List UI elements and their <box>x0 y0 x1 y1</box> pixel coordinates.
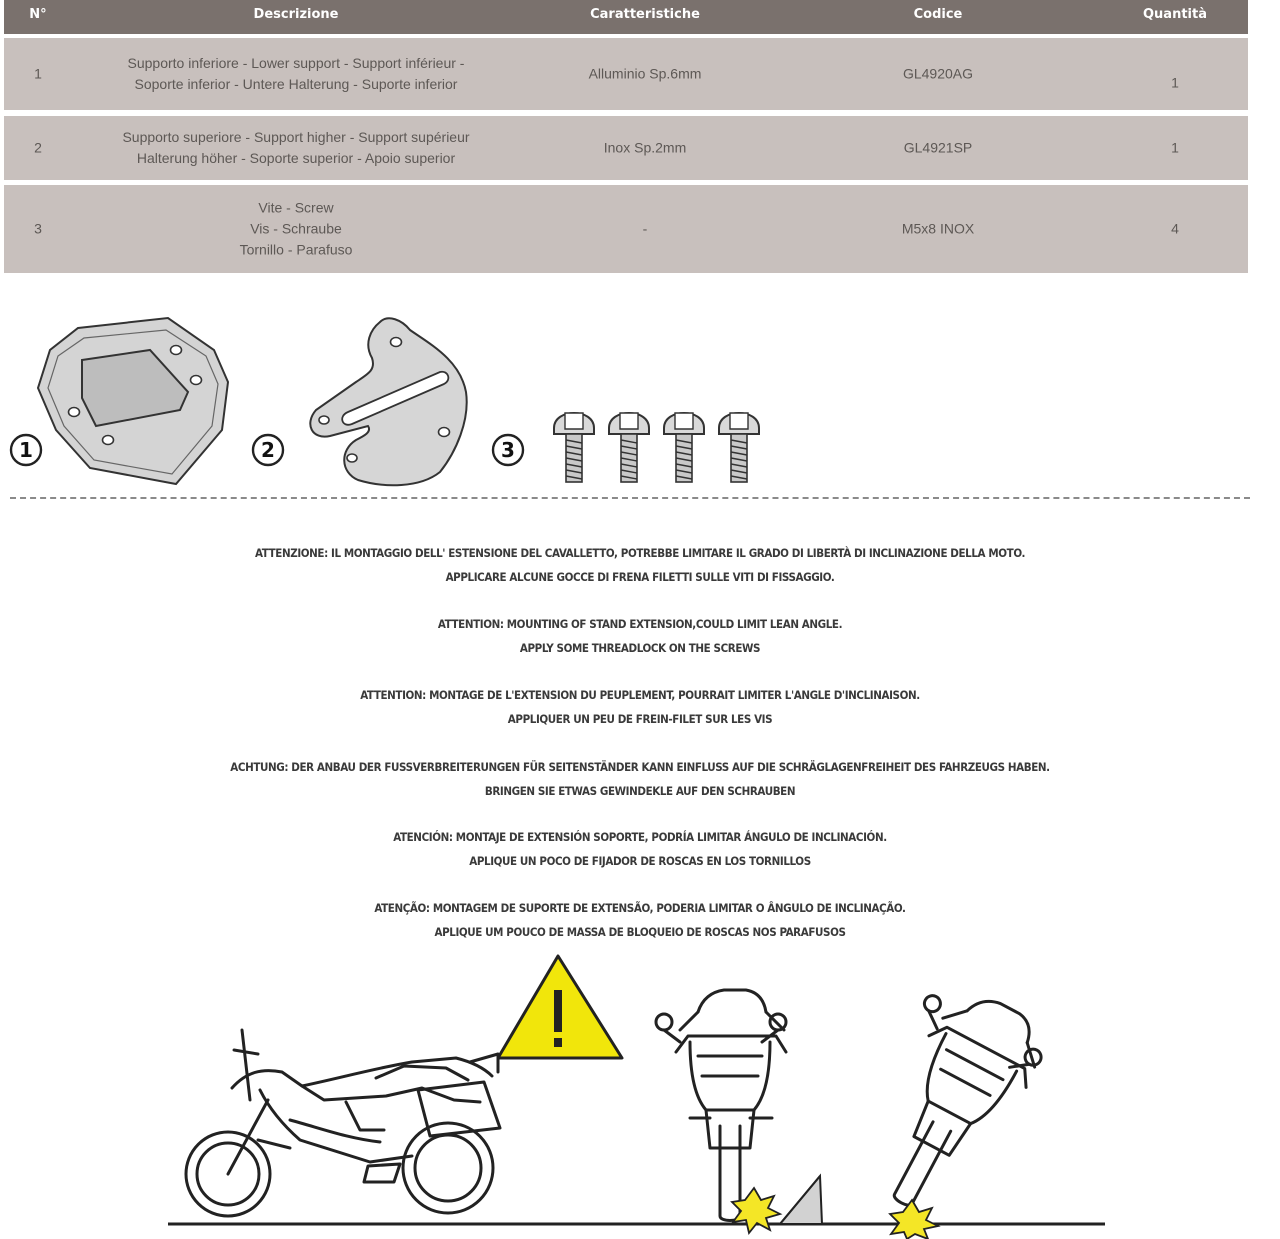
screw-icon <box>609 413 649 482</box>
description-line: Tornillo - Parafuso <box>239 241 353 258</box>
svg-text:2: 2 <box>261 438 275 462</box>
motorcycle-side-view-icon <box>186 1030 500 1216</box>
description-line: Soporte inferior - Untere Halterung - Suporte inferior <box>134 76 458 92</box>
header-description: Descrizione <box>253 7 339 22</box>
row-quantity: 1 <box>1171 74 1179 91</box>
row-description <box>122 127 469 169</box>
description-line: Supporto superiore - Support higher - Support supérieur <box>122 129 470 145</box>
row-quantity: 1 <box>1171 139 1179 156</box>
description-line: Halterung höher - Soporte superior - Apoio superior <box>136 150 456 166</box>
lean-angle-illustration <box>150 950 1130 1239</box>
section-divider <box>10 497 1250 499</box>
warning-line: ATENÇÃO: MONTAGEM DE SUPORTE DE EXTENSÃO, PODERIA LIMITAR O ÂNGULO DE INCLINAÇÃO. <box>374 901 906 915</box>
upper-support-bracket-icon <box>310 318 466 485</box>
warning-german <box>0 755 1280 803</box>
svg-text:1: 1 <box>19 438 33 462</box>
row-number: 1 <box>34 65 42 82</box>
motorcycle-front-upright-icon <box>656 990 822 1233</box>
warning-italian <box>0 541 1280 589</box>
row-number: 2 <box>34 139 42 156</box>
row-code: GL4921SP <box>903 139 973 156</box>
row-characteristics: Inox Sp.2mm <box>603 139 687 156</box>
warning-line: APPLY SOME THREADLOCK ON THE SCREWS <box>519 641 761 655</box>
description-line: Vite - Screw <box>258 199 334 216</box>
part-label-2 <box>253 435 283 465</box>
warning-french <box>0 683 1280 731</box>
warning-spanish <box>0 825 1280 873</box>
row-code: GL4920AG <box>902 65 974 82</box>
warning-line: APPLICARE ALCUNE GOCCE DI FRENA FILETTI SULLE VITI DI FISSAGGIO. <box>445 570 835 584</box>
table-row <box>4 116 1248 180</box>
screw-icon <box>664 413 704 482</box>
warning-line: APLIQUE UM POUCO DE MASSA DE BLOQUEIO DE ROSCAS NOS PARAFUSOS <box>434 925 846 939</box>
warning-triangle-icon <box>498 956 622 1058</box>
svg-text:3: 3 <box>501 438 515 462</box>
warning-line: ATTENTION: MONTAGE DE L'EXTENSION DU PEUPLEMENT, POURRAIT LIMITER L'ANGLE D'INCLINAISON. <box>360 688 920 702</box>
row-description <box>128 53 465 95</box>
screw-icon <box>719 413 759 482</box>
warning-line: APPLIQUER UN PEU DE FREIN-FILET SUR LES VIS <box>507 712 773 726</box>
table-row <box>4 185 1248 273</box>
parts-illustration <box>0 300 800 500</box>
warning-line: ATTENZIONE: IL MONTAGGIO DELL' ESTENSIONE DEL CAVALLETTO, POTREBBE LIMITARE IL GRADO DI LIBERTÀ DI INCLINAZIONE DELLA MOTO. <box>255 546 1025 560</box>
row-code: M5x8 INOX <box>901 220 975 237</box>
warning-line: ACHTUNG: DER ANBAU DER FUSSVERBREITERUNGEN FÜR SEITENSTÄNDER KANN EINFLUSS AUF DIE SCHRÄGLAGENFREIHEIT DES FAHRZEUGS HABEN. <box>230 760 1050 774</box>
table-header <box>4 0 1248 34</box>
description-line: Vis - Schraube <box>250 220 342 237</box>
header-characteristics: Caratteristiche <box>590 7 700 22</box>
row-characteristics: Alluminio Sp.6mm <box>588 65 702 82</box>
row-quantity: 4 <box>1171 220 1179 237</box>
lower-support-plate-icon <box>38 318 228 484</box>
warning-line: ATENCIÓN: MONTAJE DE EXTENSIÓN SOPORTE, PODRÍA LIMITAR ÁNGULO DE INCLINACIÓN. <box>393 830 887 844</box>
warning-english <box>0 612 1280 660</box>
part-label-3 <box>493 435 523 465</box>
row-description <box>240 198 353 261</box>
screw-icon <box>554 413 594 482</box>
header-code: Codice <box>913 7 963 22</box>
warning-portuguese <box>0 896 1280 944</box>
part-label-1 <box>11 435 41 465</box>
header-number: N° <box>29 7 47 22</box>
description-line: Supporto inferiore - Lower support - Support inférieur - <box>127 55 465 71</box>
warning-line: APLIQUE UN POCO DE FIJADOR DE ROSCAS EN LOS TORNILLOS <box>469 854 811 868</box>
table-row <box>4 38 1248 110</box>
impact-burst-icon <box>890 1200 938 1239</box>
header-quantity: Quantità <box>1143 7 1207 22</box>
row-number: 3 <box>34 220 42 237</box>
motorcycle-front-leaning-icon <box>836 972 1055 1239</box>
warning-line: BRINGEN SIE ETWAS GEWINDEKLE AUF DEN SCHRAUBEN <box>484 784 796 798</box>
warning-line: ATTENTION: MOUNTING OF STAND EXTENSION,COULD LIMIT LEAN ANGLE. <box>437 617 843 631</box>
row-characteristics: - <box>642 220 648 237</box>
